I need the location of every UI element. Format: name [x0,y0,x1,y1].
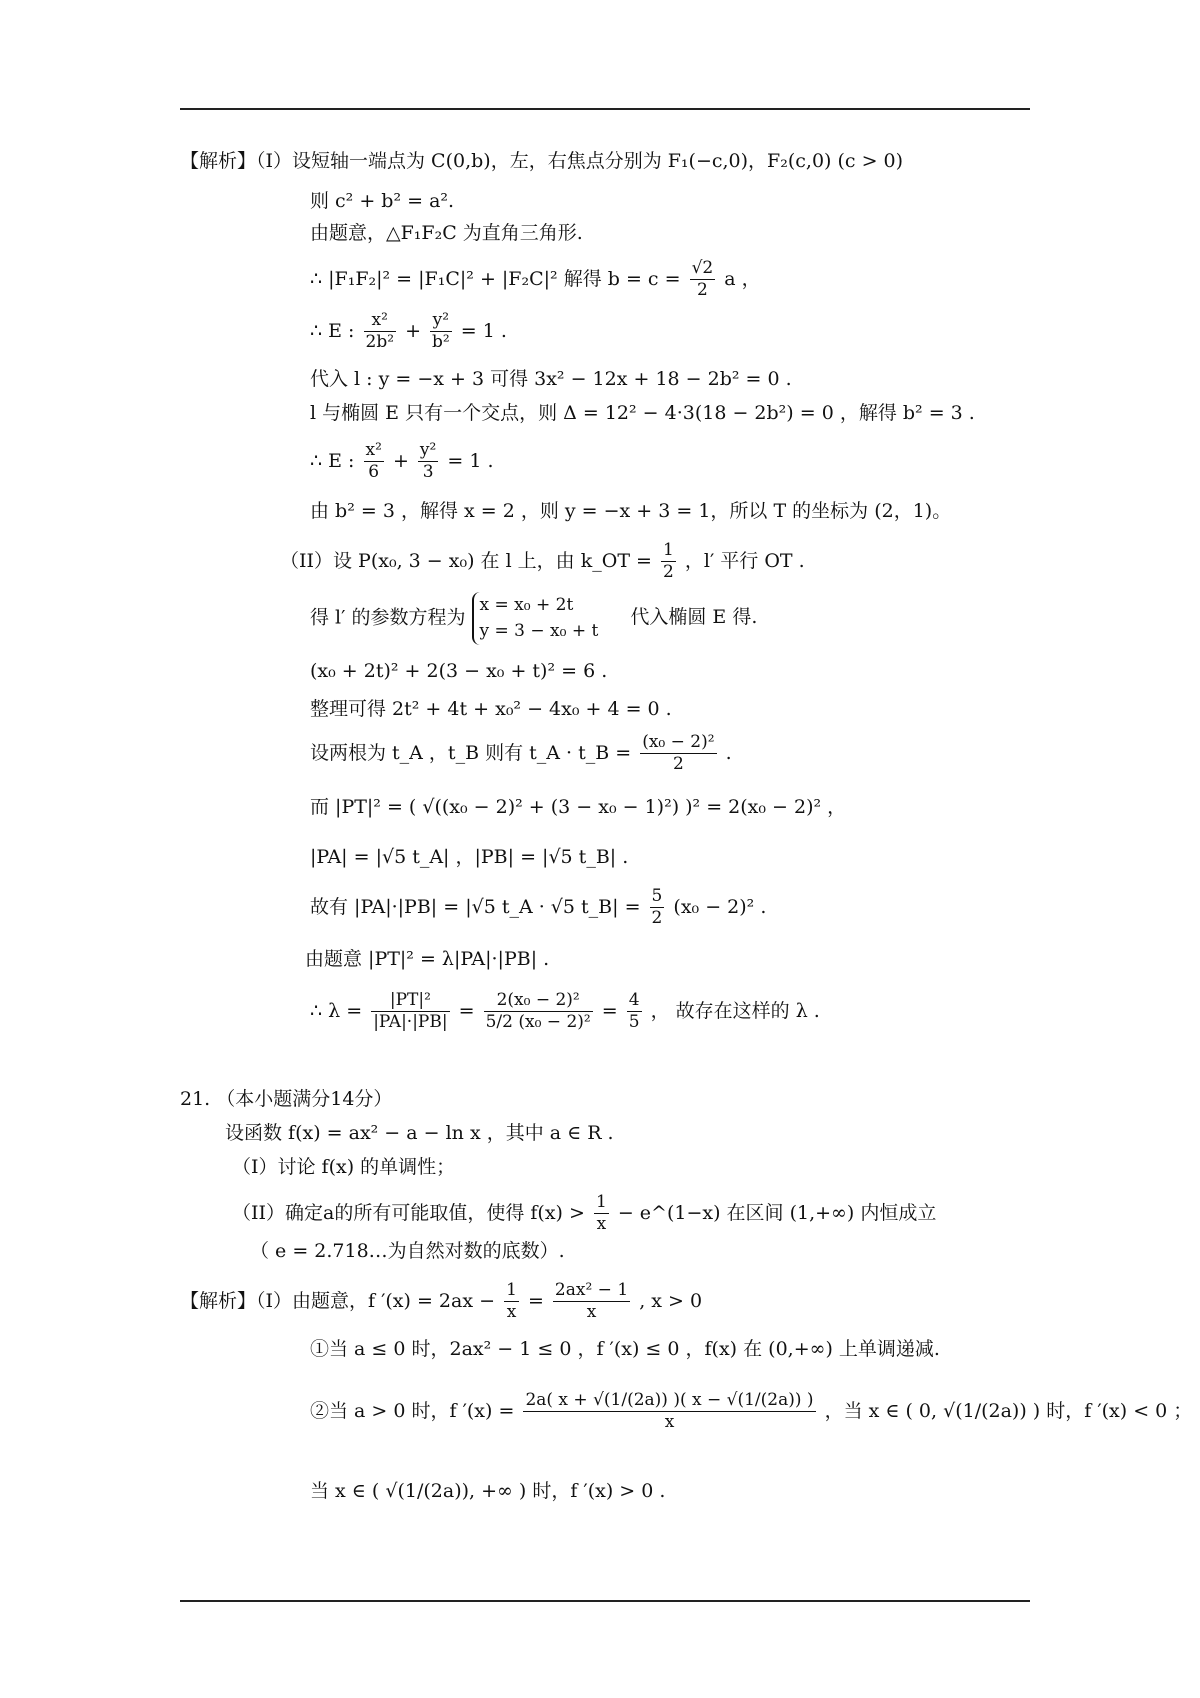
fraction: $\frac{\text{y²}}{3}$ [419,440,437,483]
fraction: $\frac{5}{2}$ [651,886,663,929]
equation-system: x = x₀ + 2t y = 3 − x₀ + t [472,592,605,645]
fraction: $\frac{\text{2ax² − 1}}{x}$ [554,1280,629,1323]
line-part2-intro: （II）设 P(x₀, 3 − x₀) 在 l 上，由 k_OT = $\frac{1}{2}$ ，l′ 平行 OT . [280,540,805,583]
problem-21-part2: （II）确定a的所有可能取值，使得 f(x) > $\frac{1}{x}$ − e^(1−x) 在区间 (1,+∞) 内恒成立 [232,1192,937,1235]
footer-rule [180,1600,1030,1602]
line-ellipse-general: ∴ E : $\frac{\text{x²}}{\text{2b²}}$ + $\frac{\text{y²}}{\text{b²}}$ = 1 . [310,310,507,353]
fraction: $\frac{\text{|PT|²}}{|PA|\cdot|PB|}$ [373,990,448,1033]
line-parametric: 得 l′ 的参数方程为 x = x₀ + 2t y = 3 − x₀ + t 代入椭圆 E 得. [310,592,757,645]
line-substituted: (x₀ + 2t)² + 2(3 − x₀ + t)² = 6 . [310,660,608,682]
fraction: $\frac{\text{x²}}{\text{2b²}}$ [365,310,395,353]
fraction: $\frac{\text{(x₀ − 2)²}}{2}$ [642,732,715,775]
fraction: $\frac{4}{5}$ [628,990,640,1033]
line-condition: 由题意 |PT|² = λ|PA|·|PB| . [305,948,550,970]
line-solution-1: 【解析】（I）设短轴一端点为 C(0,b)，左，右焦点分别为 F₁(−c,0)，F₂(c,0) (c > 0) [180,150,904,172]
fraction: $\frac{1}{x}$ [506,1280,517,1323]
line-case-a-nonpositive: ①当 a ≤ 0 时，2ax² − 1 ≤ 0 ，f ′(x) ≤ 0 ，f(x) 在 (0,+∞) 上单调递减. [310,1338,940,1360]
fraction: $\frac{2a( x + √(1/(2a)) )( x - √(1/(2a)) )}{x}$ [525,1390,814,1433]
problem-21-header: 21. （本小题满分14分） [180,1088,393,1110]
fraction: $\frac{1}{2}$ [663,540,674,583]
line-point-t: 由 b² = 3 ，解得 x = 2 ，则 y = −x + 3 = 1，所以 T 的坐标为 (2，1)。 [310,500,952,522]
fraction: $\frac{1}{x}$ [595,1192,607,1235]
header-rule [180,108,1030,110]
problem-21-function: 设函数 f(x) = ax² − a − ln x ，其中 a ∈ R . [225,1122,614,1144]
line-increasing-interval: 当 x ∈ ( √(1/(2a)), +∞ ) 时，f ′(x) > 0 . [310,1480,666,1502]
line-case-a-positive: ②当 a > 0 时，f ′(x) = $\frac{2a( x + √(1/(2a)) )( x - √(1/(2a)) )}{x}$ ，当 x ∈ ( 0, √(1/(2a)) ) 时，f ′(x) < 0 ； [310,1390,1193,1433]
line-quadratic: 整理可得 2t² + 4t + x₀² − 4x₀ + 4 = 0 . [310,698,672,720]
line-ellipse-final: ∴ E : $\frac{\text{x²}}{6}$ + $\frac{\text{y²}}{3}$ = 1 . [310,440,494,483]
fraction: $\frac{√2}{2}$ [691,258,714,301]
line-solve-bc: ∴ |F₁F₂|² = |F₁C|² + |F₂C|² 解得 b = c = $\frac{√2}{2}$ a ， [310,258,761,301]
fraction: $\frac{\text{y²}}{\text{b²}}$ [432,310,450,353]
fraction: $\frac{\text{x²}}{6}$ [365,440,382,483]
line-pt-squared: 而 |PT|² = ( √((x₀ − 2)² + (3 − x₀ − 1)²) )² = 2(x₀ − 2)² ， [310,796,847,818]
problem-21-part1: （I）讨论 f(x) 的单调性； [232,1156,456,1178]
line-substitute: 代入 l : y = −x + 3 可得 3x² − 12x + 18 − 2b² = 0 . [310,368,792,390]
line-derivative: 【解析】（I）由题意，f ′(x) = 2ax − $\frac{1}{x}$ = $\frac{\text{2ax² − 1}}{x}$ , x > 0 [180,1280,703,1323]
line-lambda: ∴ λ = $\frac{\text{|PT|²}}{|PA|\cdot|PB|}$ = $\frac{\text{2(x₀ − 2)²}}{\text{5/2 (x₀ − 2)²}}$ = $\frac{4}{5}$ ， 故存在这样的 λ . [310,990,820,1033]
line-discriminant: l 与椭圆 E 只有一个交点，则 Δ = 12² − 4·3(18 − 2b²) = 0 ，解得 b² = 3 . [310,402,975,424]
line-relation: 则 c² + b² = a². [310,190,455,212]
line-roots-product: 设两根为 t_A ，t_B 则有 t_A · t_B = $\frac{\text{(x₀ − 2)²}}{2}$ . [310,732,732,775]
fraction: $\frac{\text{2(x₀ − 2)²}}{\text{5/2 (x₀ − 2)²}}$ [485,990,591,1033]
problem-21-note: （ e = 2.718…为自然对数的底数）. [250,1240,565,1262]
line-pa-pb: |PA| = |√5 t_A| ，|PB| = |√5 t_B| . [310,846,629,868]
line-right-triangle: 由题意，△F₁F₂C 为直角三角形. [310,222,583,244]
line-pa-times-pb: 故有 |PA|·|PB| = |√5 t_A · √5 t_B| = $\frac{5}{2}$ (x₀ − 2)² . [310,886,767,929]
